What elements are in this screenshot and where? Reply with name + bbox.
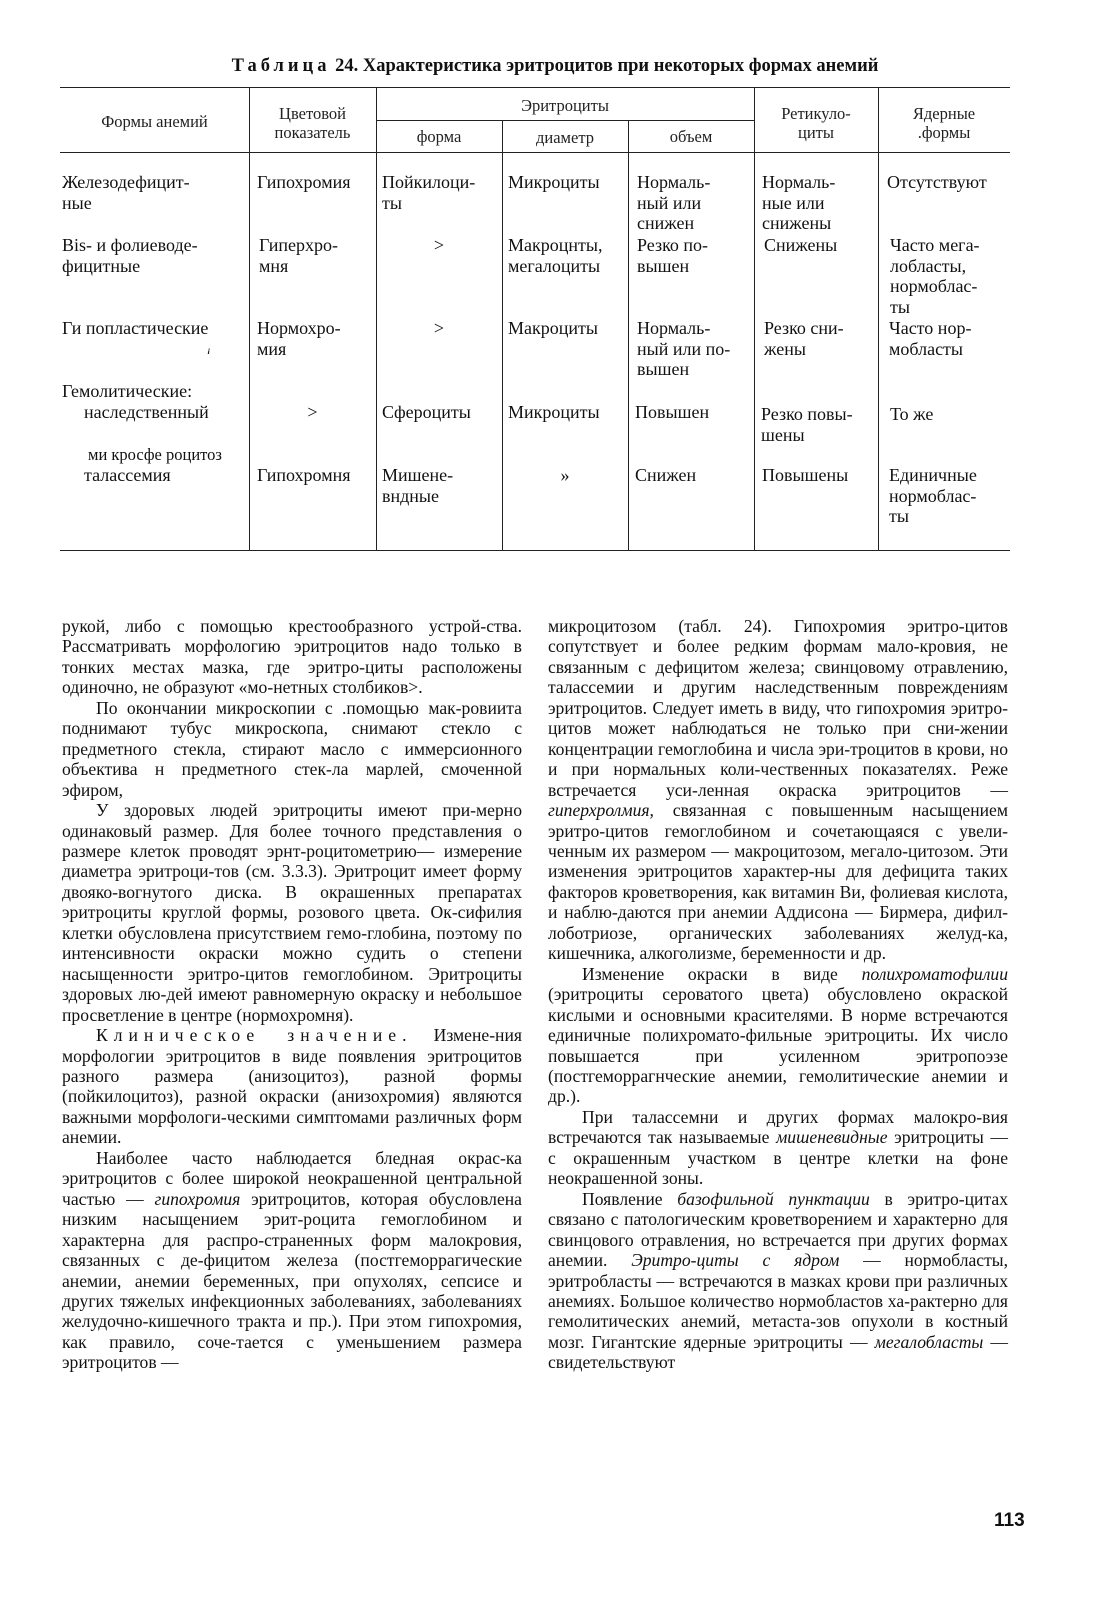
text-run: — свидетельствуют <box>548 1331 1008 1373</box>
italic-term: мегалобласты <box>874 1331 984 1352</box>
table-title-prefix: Таблица <box>231 56 331 76</box>
row4-nuclear: То же <box>890 404 934 424</box>
header-nuclear: Ядерные .формы <box>912 104 976 142</box>
left-text-column <box>62 616 522 1373</box>
table-top-rule <box>60 87 1010 88</box>
text-run: эритроцитов, которая обусловлена низким насыщением эрит-роцита гемоглобином и характерна для распро-страненных форм малокровия, связанных с де-фицитом железа (постгеморрагические анемии, анемии беременных, при опухолях, сепсисе и других тяжелых инфекционных заболеваниях, заболеваниях желудочно-кишечного тракта и пр.). При этом гипохромия, как правило, соче-тается с уменьшением размера эритроцитов — <box>62 1188 522 1373</box>
right-text-column <box>548 616 1008 1373</box>
row2-reticulocytes: Снижены <box>764 235 838 255</box>
italic-term: гипохромия <box>154 1188 241 1209</box>
row1-reticulocytes: Нормаль- ные или снижены <box>762 172 836 233</box>
header-forms: Формы анемий <box>101 112 208 131</box>
row4-subform: наследственный <box>84 402 209 422</box>
row1-diameter: Микроциты <box>508 172 600 192</box>
italic-term: базофильной пунктации <box>677 1188 870 1209</box>
row5-reticulocytes: Повышены <box>762 465 849 485</box>
row3-volume: Нормаль- ный или по- вышен <box>637 318 731 379</box>
row5-diameter: » <box>560 465 570 485</box>
header-diameter: диаметр <box>536 128 594 147</box>
row1-volume: Нормаль- ный или снижен <box>637 172 711 233</box>
text-run: Изменение окраски в виде <box>582 963 862 984</box>
row3-color-index: Нормохро- мия <box>257 318 341 359</box>
header-erythrocytes: Эритроциты <box>521 96 609 115</box>
col-divider-3 <box>502 120 503 550</box>
col-divider-6 <box>878 87 879 550</box>
row4-reticulocytes: Резко повы- шены <box>761 404 853 445</box>
text-run: — нормобласты, эритробласты — встречаются в мазках крови при различных анемиях. Большое количество нормобластов ха-рактерно для гемолитических анемий, метаста-зов опухоли в костный мозг. Гигантские ядерные эритроциты — <box>548 1250 1009 1352</box>
row3-mark: ᵢ <box>208 342 211 357</box>
erythrocytes-subheader-rule <box>376 120 754 121</box>
text-run: (эритроциты сероватого цвета) обусловлено окраской кислыми и основными красителями. В норме встречаются единичные полихромато-фильные эритроциты. Их число повышается при усиленном эритропоэзе (постгеморрагнческие анемии, гемолитические анемии и др.). <box>548 984 1008 1107</box>
text-run: рукой, либо с помощью крестообразного устрой-ства. Рассматривать морфологию эритроцитов надо только в тонких местах мазка, где эритро-циты расположены одиночно, не образуют «мо-нетных столбиков>. <box>62 616 522 698</box>
col-divider-1 <box>249 87 250 550</box>
row4-form: Гемолитические: <box>62 381 193 401</box>
row4-diameter: Микроциты <box>508 402 600 422</box>
paragraph <box>548 964 1008 1107</box>
row3-diameter: Макроциты <box>508 318 598 338</box>
italic-term: мишеневидные <box>776 1127 888 1148</box>
row1-color-index: Гипохромия <box>257 172 351 192</box>
row5-form: ми кросфе роцитоз <box>88 445 222 464</box>
text-run: Измене-ния морфологии эритроцитов в виде появления эритроцитов разного размера (анизоцитоз), разной формы (пойкилоцитоз), разной окраски (анизохромия) являются важными морфологи-ческими симптомами различных форм анемии. <box>62 1025 522 1148</box>
text-run: Наиболее часто наблюдается бледная окрас-ка эритроцитов с более широкой неокрашенной центральной частью — <box>62 1147 522 1209</box>
table-bottom-rule <box>60 550 1010 551</box>
spaced-heading: Клиническое значение. <box>96 1025 413 1046</box>
col-divider-5 <box>754 87 755 550</box>
italic-term: гиперхролмия, <box>548 800 654 821</box>
paragraph <box>62 698 522 800</box>
row4-color-index: > <box>307 402 318 422</box>
paragraph <box>62 800 522 1025</box>
row3-reticulocytes: Резко сни- жены <box>764 318 844 359</box>
text-run: связанная с повышенным насыщением эритро-цитов гемоглобином и сочетающаяся с увели-ченным их размером — макроцитозом, мегало-цитозом. Эти изменения эритроцитов характер-ны для дефицита таких факторов кроветворения, как витамин Ви, фолиевая кислота, и наблю-даются при анемии Аддисона — Бирмера, дифил-лоботриозе, органических заболеваниях желуд-ка, кишечника, алкоголизме, беременности и др. <box>548 800 1008 964</box>
row1-nuclear: Отсутствуют <box>887 172 987 192</box>
paragraph <box>548 616 1008 964</box>
row5-subform: талассемия <box>84 465 171 485</box>
table-title <box>60 55 1050 77</box>
text-run: При талассемни и других формах малокро-вия встречаются так называемые <box>548 1106 1008 1148</box>
row5-color-index: Гипохромня <box>257 465 351 485</box>
text-run: По окончании микроскопии с .помощью мак-ровиита поднимают тубус микроскопа, снимают стекло с предметного стекла, стирают масло с иммерсионного объектива н предметного стек-ла марлей, смоченной эфиром, <box>62 697 522 800</box>
table-header-rule <box>60 152 1010 153</box>
row3-shape: > <box>433 318 445 338</box>
row2-nuclear: Часто мега- лобласты, нормоблас- ты <box>890 235 980 317</box>
header-reticulocytes: Ретикуло- циты <box>781 104 851 142</box>
header-shape: форма <box>416 127 462 146</box>
table-title-text: 24. Характеристика эритроцитов при некоторых формах анемий <box>330 56 879 76</box>
paragraph <box>62 1025 522 1148</box>
text-run: эритроциты — с окрашенным участком в центре клетки на фоне неокрашенной зоны. <box>548 1127 1008 1189</box>
header-color-index: Цветовой показатель <box>274 104 351 142</box>
row1-form: Железодефицит- ные <box>62 172 190 213</box>
paragraph <box>62 1148 522 1373</box>
text-run: в эритро-цитах связано с патологическим кроветворением и характерно для свинцового отравления, но встречается при других формах анемии. <box>548 1188 1008 1271</box>
row1-shape: Пойкилоци- ты <box>382 172 476 213</box>
page-number: 113 <box>994 1510 1025 1531</box>
row4-shape: Сфероциты <box>382 402 471 422</box>
row5-nuclear: Единичные нормоблас- ты <box>889 465 977 526</box>
row2-diameter: Макроцнты, мегалоциты <box>508 235 603 276</box>
row3-form: Ги попластические <box>62 318 209 338</box>
row2-form: Bis- и фолиеводе- фицитные <box>62 235 198 276</box>
col-divider-4 <box>628 120 629 550</box>
italic-term: полихроматофилии <box>861 963 1008 984</box>
row5-volume: Снижен <box>635 465 697 485</box>
row5-shape: Мишене- вндные <box>382 465 454 506</box>
italic-term: Эритро-циты с ядром <box>631 1250 840 1271</box>
paragraph <box>62 616 522 698</box>
text-run: Появление <box>582 1188 678 1209</box>
text-run: У здоровых людей эритроциты имеют при-мерно одинаковый размер. Для более точного представления о размере клеток проводят эрнт-роцитометрию— измерение диаметра эритроци-тов (см. 3.3.3). Эритроцит имеет форму двояко-вогнутого диска. В окрашенных препаратах эритроциты круглой формы, розового цвета. Ок-сифилия клетки обусловлена присутствием гемо-глобина, поэтому по интенсивности окраски можно судить о степени насыщенности эритро-цитов гемоглобином. Эритроциты здоровых лю-дей имеют равномерную окраску и небольшое просветление в центре (нормохромня). <box>62 800 522 1025</box>
row2-shape: > <box>433 235 445 255</box>
text-run: микроцитозом (табл. 24). Гипохромия эритро-цитов сопутствует и более редким формам мало-кровия, не связанным с дефицитом железа; свинцовому отравлению, талассемии и другим наследственным повреждениям эритроцитов. Следует иметь в виду, что гипохромия эритро-цитов может наблюдаться не только при сни-жении концентрации гемоглобина и числа эри-троцитов в крови, но и при нормальных коли-чественных показателях. Реже встречается уси-ленная окраска эритроцитов — <box>548 616 1008 800</box>
row3-nuclear: Часто нор- мобласты <box>889 318 972 359</box>
paragraph <box>548 1189 1008 1373</box>
header-volume: объем <box>669 127 713 146</box>
row2-volume: Резко по- вышен <box>637 235 709 276</box>
paragraph <box>548 1107 1008 1189</box>
row2-color-index: Гиперхро- мня <box>259 235 338 276</box>
row4-volume: Повышен <box>635 402 710 422</box>
